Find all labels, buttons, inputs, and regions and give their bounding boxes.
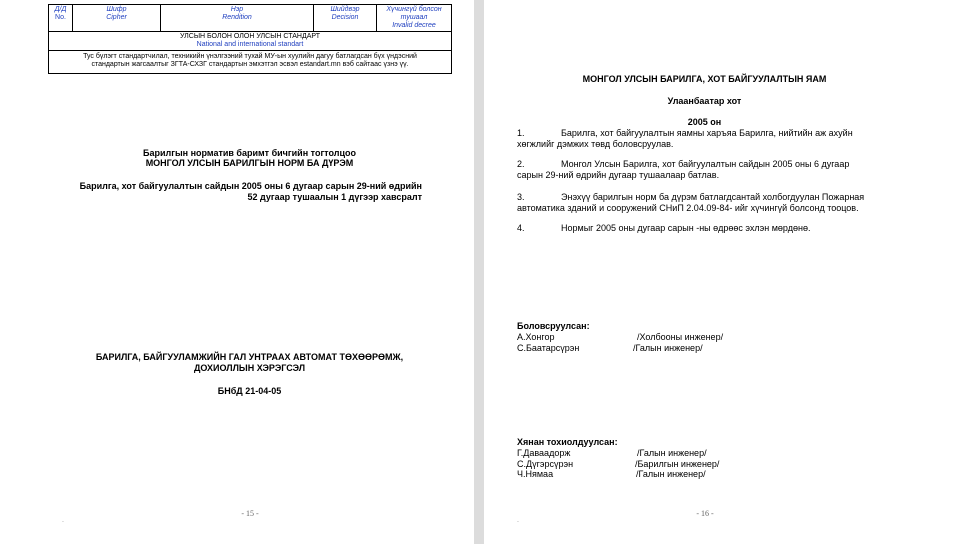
developer-role: /Холбооны инженер/ (637, 332, 724, 342)
page-number-right: - 16 - (696, 509, 714, 518)
year: 2005 он (687, 117, 722, 127)
list-item: 3. Энэхүү барилгын норм ба дүрэм батлагдсантай холбогдуулан Пожарная автоматика зданий и сооружений СНиП 2.04.09-84- ийг хүчингүй болсонд тооцов. (517, 192, 865, 213)
doc-code: БНбД 21-04-05 (217, 386, 282, 396)
header-cell-decision: Шийдвэр Decision (314, 5, 377, 32)
left-page (0, 0, 474, 544)
ministry-title: МОНГОЛ УЛСЫН БАРИЛГА, ХОТ БАЙГУУЛАЛТЫН ЯАМ (582, 74, 827, 84)
city: Улаанбаатар хот (667, 96, 742, 106)
header-cell-no: Д/Д No. (49, 5, 73, 32)
header-cell-invalid-decree: Хүчингүй болсон тушаал Invalid decree (377, 5, 452, 32)
decree-line-2: 52 дугаар тушаалын 1 дүгээр хавсралт (247, 192, 422, 202)
reviewer-name: Ч.Нямаа (517, 469, 554, 479)
header-cell-rendition: Нэр Rendition (161, 5, 314, 32)
header-cell-cipher: Шифр Cipher (73, 5, 161, 32)
reviewer-name: Г.Даваадорж (517, 448, 571, 458)
developer-name: А.Хонгор (517, 332, 555, 342)
reviewer-role: /Галын инженер/ (637, 448, 707, 458)
corner-mark-left: . (62, 517, 64, 524)
developer-role: /Галын инженер/ (633, 343, 703, 353)
reviewer-role: /Галын инженер/ (636, 469, 706, 479)
developer-name: С.Баатарсүрэн (517, 343, 580, 353)
standard-section-cell (49, 32, 452, 51)
reviewer-name: С.Дүгэрсүрэн (517, 459, 574, 469)
doc-title-line-2: ДОХИОЛЛЫН ХЭРЭГСЭЛ (193, 363, 306, 373)
standards-header-table (48, 4, 452, 74)
standard-title-en: National and international standart (196, 41, 304, 48)
standard-note-cell: Тус бүлэгт стандартчилал, техникийн үнэлгээний тухай МУ-ын хуулийн дагуу батлагдсан бүх үндэсний стандартын жагсаалтыг ЗГТА-СХЗГ стандартын эмхэтгэл эсвэл estandart.mn вэб сайтаас үзнэ үү. (49, 51, 452, 74)
list-item: 4. Нормыг 2005 оны дугаар сарын -ны өдрөөс эхлэн мөрдөнө. (517, 223, 811, 233)
developed-heading: Боловсруулсан: (517, 321, 590, 331)
page-number-left: - 15 - (241, 509, 259, 518)
system-title: МОНГОЛ УЛСЫН БАРИЛГЫН НОРМ БА ДҮРЭМ (145, 158, 354, 168)
list-item: 2. Монгол Улсын Барилга, хот байгуулалтын сайдын 2005 оны 6 дугаар сарын 29-ний өдрийн дугаар тушаалаар батлав. (517, 159, 850, 180)
doc-title-line-1: БАРИЛГА, БАЙГУУЛАМЖИЙН ГАЛ УНТРААХ АВТОМАТ ТӨХӨӨРӨМЖ, (95, 352, 404, 362)
reviewed-heading: Хянан тохиолдуулсан: (517, 437, 618, 447)
decree-line-1: Барилга, хот байгуулалтын сайдын 2005 оны 6 дугаар сарын 29-ний өдрийн (79, 181, 422, 191)
list-item: 1. Барилга, хот байгуулалтын яамны харъяа Барилга, нийтийн аж ахуйн хөгжлийг дэмжих төвд боловсруулав. (517, 128, 853, 149)
reviewer-role: /Барилгын инженер/ (635, 459, 720, 469)
corner-mark-right: . (517, 517, 519, 524)
standard-title-mn: УЛСЫН БОЛОН ОЛОН УЛСЫН СТАНДАРТ (179, 33, 321, 40)
system-line: Барилгын норматив баримт бичгийн тогтолцоо (143, 148, 356, 158)
page-gap (474, 0, 484, 544)
